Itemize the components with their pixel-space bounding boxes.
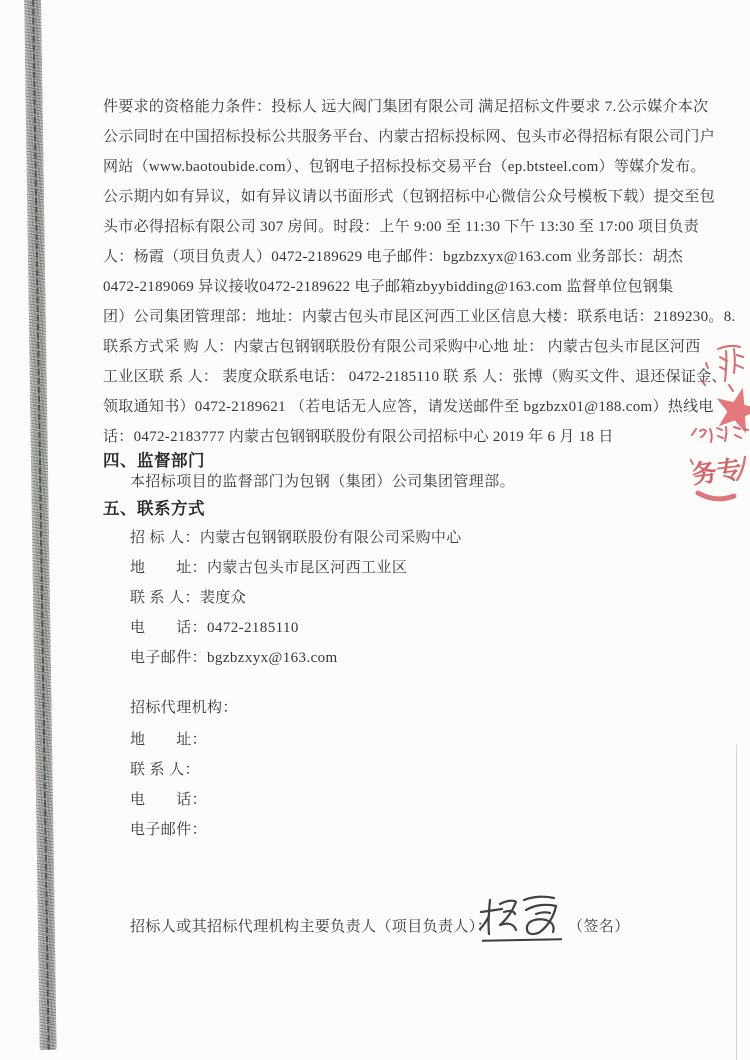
contact-label: 地 址： [130, 560, 208, 576]
notice-paragraph [103, 92, 736, 452]
paragraph-line: 0472-2189069 异议接收0472-2189622 电子邮箱zbyybidding@163.com 监督单位包钢集 [103, 279, 674, 295]
contact-value: 裴度众 [199, 590, 247, 606]
paragraph-line: 团）公司集团管理部：地址：内蒙古包头市昆区河西工业区信息大楼：联系电话：2189230。8. [103, 309, 736, 325]
signature-line-prefix: 招标人或其招标代理机构主要负责人（项目负责人）： [130, 919, 493, 935]
paragraph-line: 头市必得招标有限公司 307 房间。时段：上午 9:00 至 11:30 下午 13:30 至 17:00 项目负责 [103, 219, 700, 235]
paragraph-line: 公示同时在中国招标投标公共服务平台、内蒙古招标投标网、包头市必得招标有限公司门户 [103, 129, 716, 145]
contact-row-email [130, 643, 462, 673]
seal-mongolian-script-top [702, 346, 743, 391]
agency-title: 招标代理机构： [130, 700, 238, 716]
tenderer-contact-block [130, 523, 462, 673]
paper-fold-line [736, 745, 737, 1060]
contact-label: 电子邮件： [130, 650, 208, 666]
agency-row-phone: 电 话： [130, 792, 208, 808]
paragraph-line: 领取通知书）0472-2189621 （若电话无人应答，请发送邮件至 bgzbzx01@188.com）热线电 [103, 399, 714, 415]
agency-row-person: 联 系 人： [130, 762, 200, 778]
seal-bottom-arc [698, 493, 734, 499]
paragraph-line: 件要求的资格能力条件：投标人 远大阀门集团有限公司 满足招标文件要求 7.公示媒介本次 [103, 99, 709, 115]
agency-row-address: 地 址： [130, 732, 208, 748]
section5-heading: 五、联系方式 [103, 500, 205, 518]
paragraph-line: 公示期内如有异议，如有异议请以书面形式（包钢招标中心微信公众号模板下载）提交至包 [103, 189, 716, 205]
paragraph-line: 人：杨霞（项目负责人）0472-2189629 电子邮件：bgzbzxyx@163.com 业务部长：胡杰 [103, 249, 684, 265]
section4-body: 本招标项目的监督部门为包钢（集团）公司集团管理部。 [130, 474, 516, 490]
contact-value: bgzbzxyx@163.com [207, 650, 338, 666]
contact-row-tenderer [130, 523, 462, 553]
seal-star-icon [710, 382, 750, 435]
red-seal-stamp [690, 343, 750, 508]
section4-heading: 四、监督部门 [103, 452, 205, 470]
contact-value: 0472-2185110 [207, 620, 299, 636]
contact-row-phone [130, 613, 462, 643]
signature-line-suffix: （签名） [568, 919, 630, 935]
paragraph-line: 联系方式采 购 人：内蒙古包钢钢联股份有限公司采购中心地 址： 内蒙古包头市昆区河西 [103, 339, 701, 355]
agency-contact-block [130, 693, 238, 845]
seal-text: 务专 [690, 455, 744, 490]
paragraph-line: 网站（www.baotoubide.com）、包钢电子招标投标交易平台（ep.btsteel.com）等媒介发布。 [103, 159, 706, 175]
contact-value: 内蒙古包钢钢联股份有限公司采购中心 [199, 530, 462, 546]
handwritten-signature [478, 892, 570, 944]
contact-label: 电 话： [130, 620, 208, 636]
contact-label: 招 标 人： [130, 530, 200, 546]
paragraph-line: 工业区联 系 人： 裴度众联系电话： 0472-2185110 联 系 人：张博（购买文件、退还保证金、 [103, 369, 727, 385]
contact-row-address [130, 553, 462, 583]
contact-value: 内蒙古包头市昆区河西工业区 [207, 560, 408, 576]
contact-label: 联 系 人： [130, 590, 200, 606]
paragraph-line: 话：0472-2183777 内蒙古包钢钢联股份有限公司招标中心 2019 年 6 月 18 日 [103, 429, 614, 445]
contact-row-person [130, 583, 462, 613]
agency-row-email: 电子邮件： [130, 822, 208, 838]
seal-mongolian-script-middle [692, 427, 748, 442]
scanner-binding-edge [24, 0, 57, 1050]
